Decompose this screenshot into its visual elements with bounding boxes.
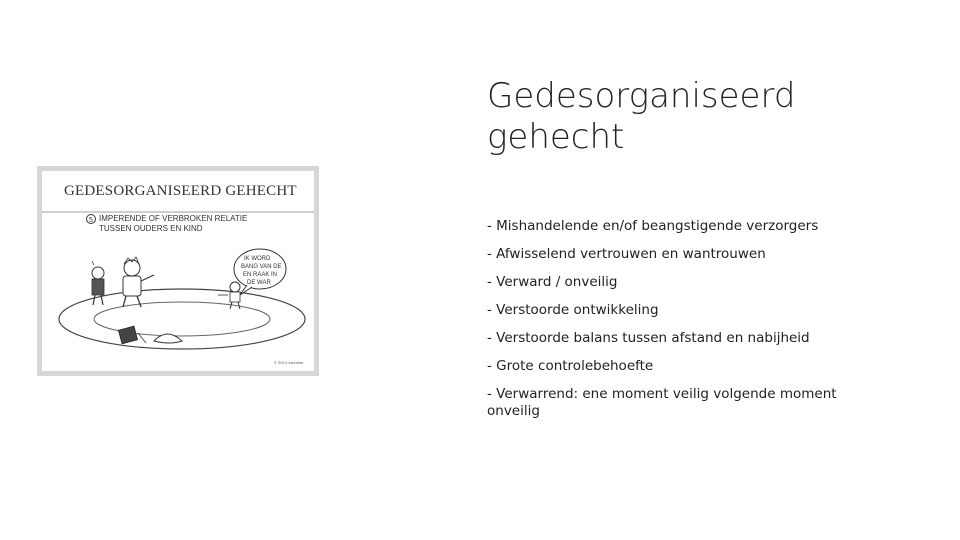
speech-line-3: EN RAAK IN (243, 272, 278, 278)
caption-line-1: IMPERENDE OF VERBROKEN RELATIE (99, 214, 248, 223)
bullet-item: - Verward / onveilig (487, 274, 618, 290)
slide-title (487, 76, 887, 158)
slide-title-line-1: Gedesorganiseerd (487, 76, 796, 116)
cartoon-drawing (42, 171, 314, 371)
cartoon-panel (42, 171, 314, 371)
caption-line-2: TUSSEN OUDERS EN KIND (99, 224, 203, 233)
bullet-list (487, 218, 867, 431)
cartoon-image (37, 166, 319, 376)
speech-line-4: DE WAR (247, 280, 271, 286)
bullet-item: - Afwisselend vertrouwen en wantrouwen (487, 246, 766, 262)
bullet-item: - Verwarrend: ene moment veilig volgende moment onveilig (487, 386, 837, 419)
track-outer (59, 289, 305, 349)
cartoon-heading: GEDESORGANISEERD GEHECHT (64, 183, 297, 199)
bullet-item: - Verstoorde balans tussen afstand en nabijheid (487, 330, 810, 346)
bullet-item: - Grote controlebehoefte (487, 358, 654, 374)
slide-title-line-2: gehecht (487, 117, 625, 157)
bullet-item: - Mishandelende en/of beangstigende verzorgers (487, 218, 819, 234)
speech-line-2: BANG VAN DE (241, 264, 282, 270)
cartoon-signature: © 2014 Jonneke (274, 360, 304, 365)
speech-line-1: IK WORD (244, 256, 271, 262)
bullet-item: - Verstoorde ontwikkeling (487, 302, 659, 318)
caption-number: 5 (89, 217, 93, 224)
child-figure-left (92, 261, 104, 305)
parent-figure (123, 257, 154, 307)
